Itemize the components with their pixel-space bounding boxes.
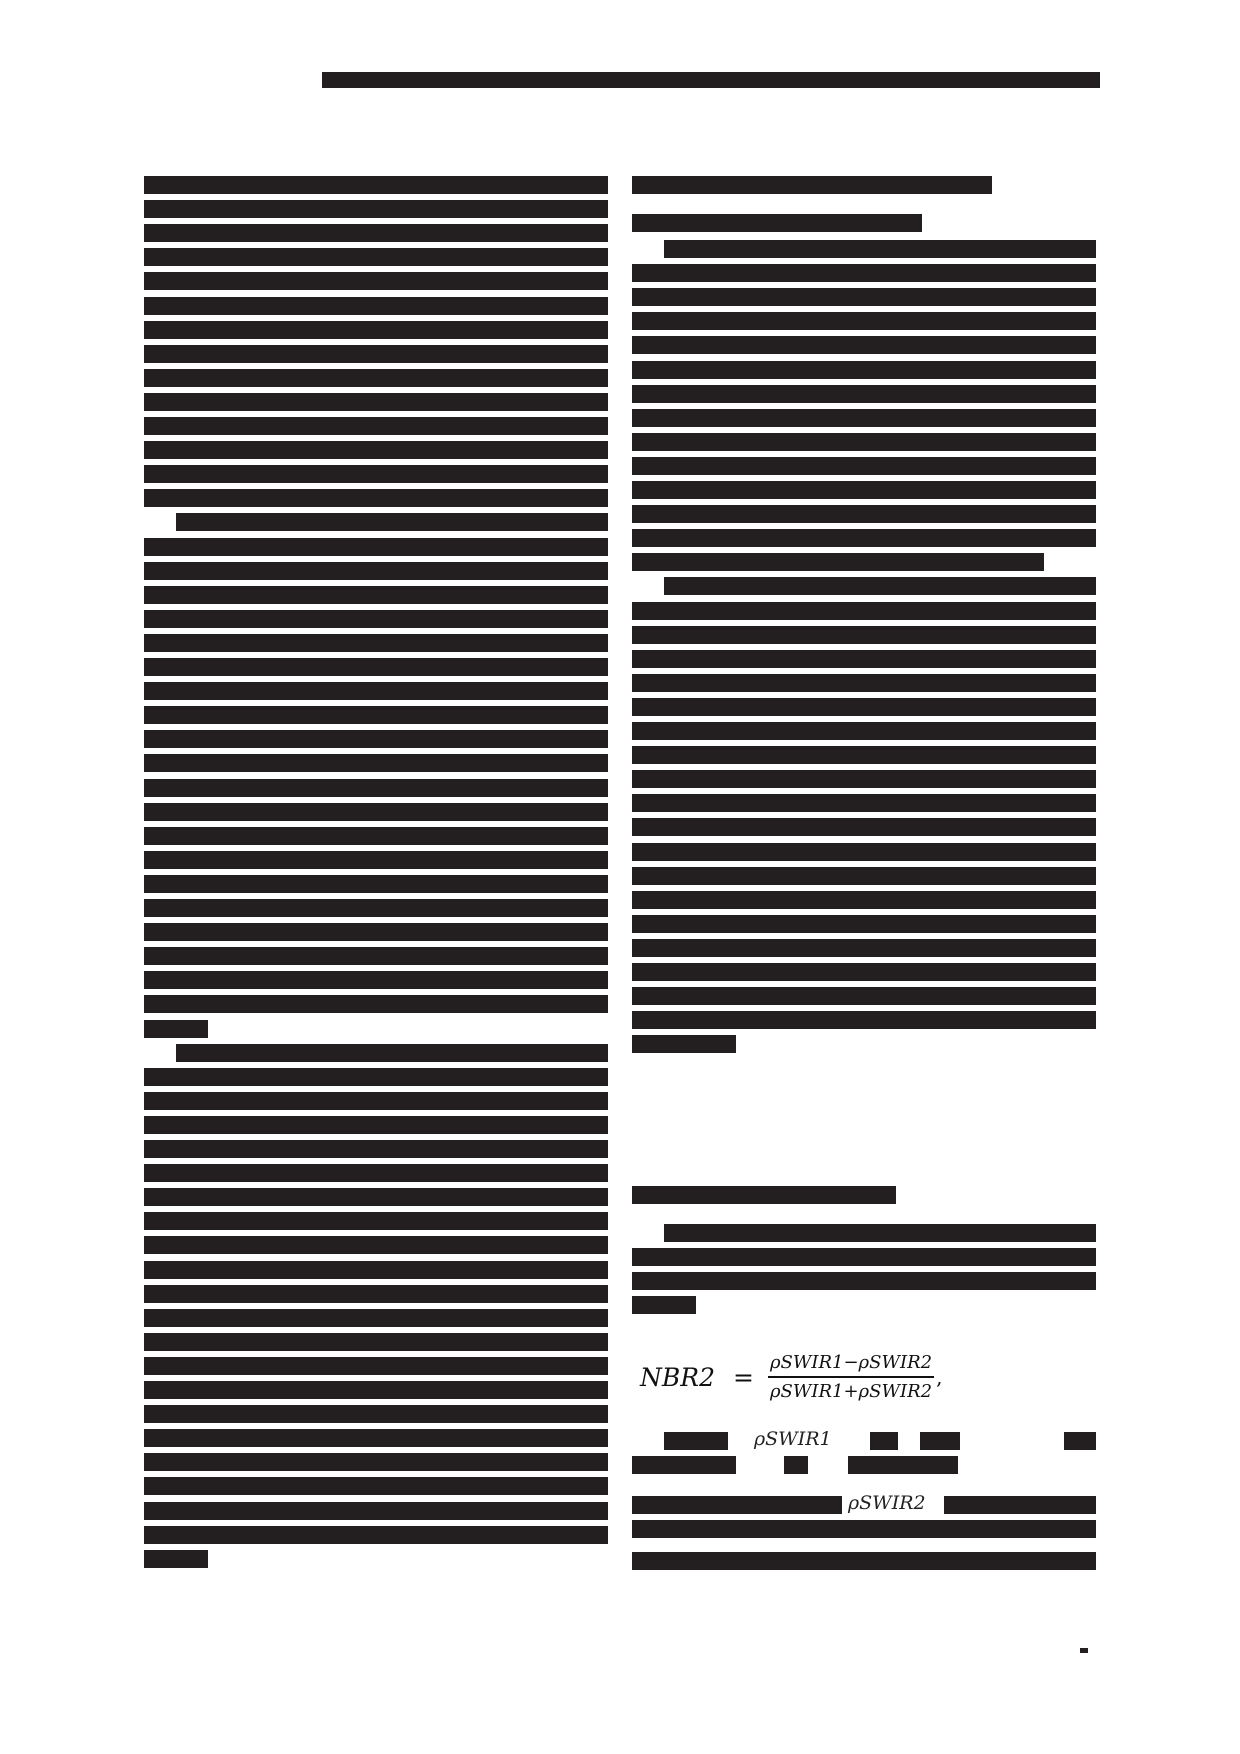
redacted-text-line (144, 658, 608, 676)
redacted-text-line (632, 457, 1096, 475)
redacted-text-line (144, 682, 608, 700)
redacted-text-line (144, 1381, 608, 1399)
redacted-text-line (144, 1020, 208, 1038)
equation-denominator: ρSWIR1+ρSWIR2 (769, 1381, 933, 1402)
redacted-text-line (144, 706, 608, 724)
redacted-text-line (632, 385, 1096, 403)
nbr2-equation (640, 1352, 942, 1402)
redacted-text-line (632, 1552, 1096, 1570)
redacted-text-line (144, 1092, 608, 1110)
redacted-text-line (632, 1248, 1096, 1266)
redacted-text-line (632, 963, 1096, 981)
redacted-text-line (632, 939, 1096, 957)
redacted-text-line (144, 1333, 608, 1351)
redacted-text-line (144, 200, 608, 218)
redacted-text-line (144, 321, 608, 339)
redacted-text-line (632, 915, 1096, 933)
redacted-text-line (144, 1405, 608, 1423)
redacted-text-line (144, 923, 608, 941)
redacted-text-line (144, 1261, 608, 1279)
redacted-text-line (144, 369, 608, 387)
equation-equals: = (732, 1362, 754, 1392)
redacted-text-line (144, 899, 608, 917)
redacted-text-line (144, 272, 608, 290)
subsection-heading-redacted (632, 1186, 896, 1204)
redacted-text-line (784, 1456, 808, 1474)
page-number-redacted (1080, 1648, 1088, 1653)
redacted-text-line (144, 1116, 608, 1134)
redacted-text-line (632, 481, 1096, 499)
redacted-text-line (632, 1272, 1096, 1290)
redacted-text-line (632, 987, 1096, 1005)
redacted-text-line (144, 1477, 608, 1495)
equation-fraction (768, 1352, 934, 1402)
redacted-text-line (176, 513, 608, 531)
redacted-text-line (664, 577, 1096, 595)
redacted-text-line (144, 947, 608, 965)
redacted-text-line (664, 1224, 1096, 1242)
redacted-text-line (144, 754, 608, 772)
redacted-text-line (870, 1432, 898, 1450)
redacted-text-line (632, 843, 1096, 861)
redacted-text-line (144, 875, 608, 893)
redacted-text-line (144, 1429, 608, 1447)
equation-numerator: ρSWIR1−ρSWIR2 (768, 1352, 934, 1378)
redacted-text-line (144, 995, 608, 1013)
redacted-text-line (632, 698, 1096, 716)
redacted-text-line (144, 803, 608, 821)
redacted-text-line (144, 297, 608, 315)
redacted-text-line (144, 441, 608, 459)
redacted-text-line (144, 1140, 608, 1158)
redacted-text-line (144, 1357, 608, 1375)
running-header-redacted (322, 72, 1100, 88)
redacted-text-line (144, 1453, 608, 1471)
subsection-heading-redacted (632, 214, 922, 232)
redacted-text-line (632, 867, 1096, 885)
redacted-text-line (632, 602, 1096, 620)
redacted-text-line (944, 1496, 1096, 1514)
equation-comma: , (936, 1365, 943, 1389)
redacted-text-line (1064, 1432, 1096, 1450)
redacted-text-line (632, 626, 1096, 644)
equation-lhs: NBR2 (640, 1362, 715, 1392)
redacted-text-line (144, 971, 608, 989)
redacted-text-line (144, 1164, 608, 1182)
redacted-text-line (632, 794, 1096, 812)
redacted-text-line (632, 1011, 1096, 1029)
redacted-text-line (632, 312, 1096, 330)
redacted-text-line (632, 505, 1096, 523)
redacted-text-line (144, 1526, 608, 1544)
redacted-text-line (632, 818, 1096, 836)
redacted-text-line (176, 1044, 608, 1062)
redacted-text-line (632, 1296, 696, 1314)
redacted-text-line (144, 345, 608, 363)
redacted-text-line (144, 562, 608, 580)
redacted-text-line (144, 730, 608, 748)
redacted-text-line (144, 1309, 608, 1327)
redacted-text-line (144, 779, 608, 797)
redacted-text-line (144, 465, 608, 483)
redacted-text-line (144, 1188, 608, 1206)
redacted-text-line (632, 891, 1096, 909)
redacted-text-line (848, 1456, 958, 1474)
redacted-text-line (144, 1212, 608, 1230)
redacted-text-line (144, 1550, 208, 1568)
redacted-text-line (144, 610, 608, 628)
redacted-text-line (632, 553, 1044, 571)
redacted-text-line (632, 1496, 842, 1514)
redacted-text-line (632, 722, 1096, 740)
redacted-text-line (144, 489, 608, 507)
redacted-text-line (632, 264, 1096, 282)
redacted-text-line (632, 674, 1096, 692)
redacted-text-line (144, 1285, 608, 1303)
redacted-text-line (144, 248, 608, 266)
redacted-text-line (144, 851, 608, 869)
redacted-text-line (144, 586, 608, 604)
redacted-text-line (632, 1456, 736, 1474)
section-heading-redacted (632, 176, 992, 194)
redacted-text-line (632, 288, 1096, 306)
redacted-text-line (632, 1035, 736, 1053)
redacted-text-line (144, 827, 608, 845)
inline-symbol-swir2: ρSWIR2 (848, 1492, 926, 1514)
redacted-text-line (144, 417, 608, 435)
inline-symbol-swir1: ρSWIR1 (754, 1428, 832, 1450)
redacted-text-line (664, 240, 1096, 258)
redacted-text-line (632, 336, 1096, 354)
redacted-text-line (920, 1432, 960, 1450)
redacted-text-line (144, 1502, 608, 1520)
redacted-text-line (632, 529, 1096, 547)
redacted-text-line (632, 746, 1096, 764)
redacted-text-line (632, 770, 1096, 788)
redacted-text-line (144, 538, 608, 556)
redacted-text-line (632, 361, 1096, 379)
redacted-text-line (144, 1068, 608, 1086)
redacted-text-line (632, 433, 1096, 451)
redacted-text-line (632, 1520, 1096, 1538)
redacted-text-line (144, 393, 608, 411)
redacted-text-line (144, 224, 608, 242)
redacted-text-line (144, 634, 608, 652)
redacted-text-line (632, 650, 1096, 668)
redacted-text-line (144, 176, 608, 194)
redacted-text-line (632, 409, 1096, 427)
redacted-text-line (144, 1236, 608, 1254)
redacted-text-line (664, 1432, 728, 1450)
